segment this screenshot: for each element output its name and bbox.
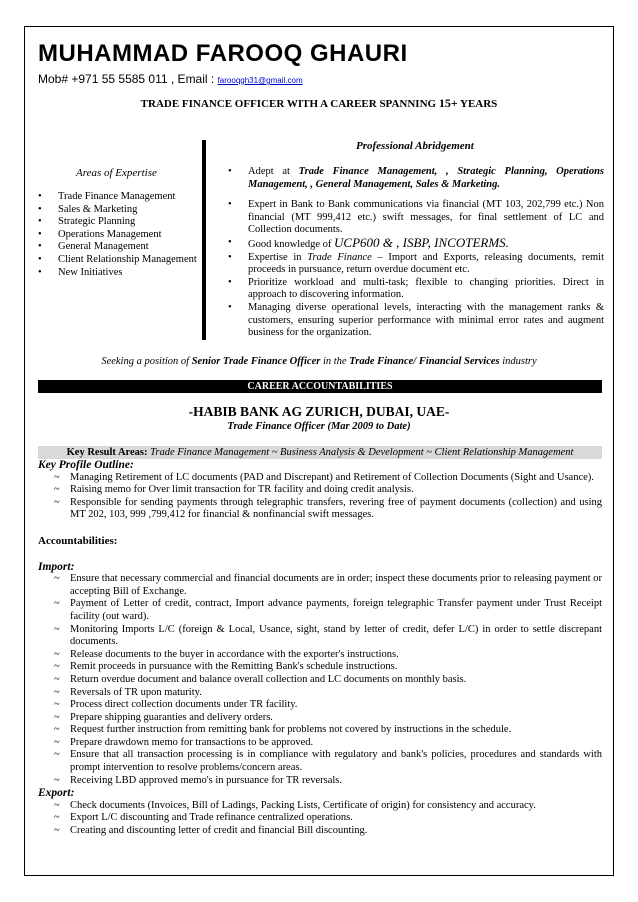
objective-line: Seeking a position of Senior Trade Finance Officer in the Trade Finance/ Financial Services industry	[101, 356, 537, 367]
list-item: ~ Responsible for sending payments through telegraphic transfers, revering free of payment documents (collection) and using MT 202, 103, 999 ,799,412 for financial & nonfinancial swift messages.	[38, 497, 602, 522]
years-count: 15+	[438, 96, 458, 110]
list-item: ~ Creating and discounting letter of credit and financial Bill discounting.	[38, 825, 602, 838]
list-item: ~ Remit proceeds in pursuance with the Remitting Bank's schedule instructions.	[38, 661, 602, 674]
list-item: ~ Export L/C discounting and Trade refinance centralized operations.	[38, 812, 602, 825]
list-item: ~ Receiving LBD approved memo's in pursuance for TR reversals.	[38, 775, 602, 788]
list-item: ~ Monitoring Imports L/C (foreign & Local, Usance, sight, stand by letter of credit, defer L/C) in order to settle discrepant documents.	[38, 624, 602, 649]
abridgement-item: • Managing diverse operational levels, interacting with the management ranks & customers, ensuring superior performance with minimal error rates and augment business for the organization.	[228, 302, 604, 340]
abridgement-item: • Good knowledge of UCP600 & , ISBP, INCOTERMS.	[228, 237, 604, 252]
key-result-areas: Key Result Areas: Trade Finance Management ~ Business Analysis & Development ~ Client Relationship Management	[38, 446, 602, 459]
contact-phone: Mob# +971 55 5585 011 , Email :	[38, 72, 218, 86]
abridgement-item: • Expertise in Trade Finance – Import and Exports, releasing documents, remit proceeds in pursuance, return overdue document etc.	[228, 252, 604, 277]
list-item: ~ Prepare shipping guaranties and delivery orders.	[38, 712, 602, 725]
list-item: ~ Payment of Letter of credit, contract, Import advance payments, foreign telegraphic Transfer payment under Trust Receipt facility (out ward).	[38, 598, 602, 623]
contact-line	[38, 72, 303, 86]
expertise-item: • Strategic Planning	[38, 216, 198, 229]
list-item: ~ Prepare drawdown memo for transactions to be approved.	[38, 737, 602, 750]
expertise-item: • Operations Management	[38, 229, 198, 242]
expertise-item: • New Initiatives	[38, 267, 198, 280]
abridgement-title: Professional Abridgement	[356, 140, 474, 152]
list-item: ~ Request further instruction from remitting bank for problems not covered by instructions in the schedule.	[38, 724, 602, 737]
list-item: ~ Process direct collection documents under TR facility.	[38, 699, 602, 712]
career-details	[38, 459, 602, 838]
expertise-item: • Trade Finance Management	[38, 191, 198, 204]
list-item: ~ Return overdue document and balance overall collection and LC documents on monthly basis.	[38, 674, 602, 687]
accountabilities-title: Accountabilities:	[38, 534, 118, 547]
job-role: Trade Finance Officer (Mar 2009 to Date)	[227, 421, 411, 432]
list-item: ~ Ensure that all transaction processing is in compliance with regulatory and bank's policies, procedures and standards with prompt intervention to resolve problems/concern areas.	[38, 749, 602, 774]
candidate-name: MUHAMMAD FAROOQ GHAURI	[38, 40, 408, 67]
expertise-item: • General Management	[38, 241, 198, 254]
column-divider	[202, 140, 206, 340]
list-item: ~ Release documents to the buyer in accordance with the exporter's instructions.	[38, 649, 602, 662]
expertise-list	[38, 191, 198, 279]
abridgement-item: • Prioritize workload and multi-task; flexible to changing priorities. Direct in approach to discovering information.	[228, 277, 604, 302]
headline: TRADE FINANCE OFFICER WITH A CAREER SPANNING 15+ YEARS	[140, 96, 498, 110]
export-title: Export:	[38, 787, 75, 800]
import-list	[38, 573, 602, 787]
career-section-bar: CAREER ACCOUNTABILITIES	[38, 380, 602, 393]
profile-list	[38, 472, 602, 522]
list-item: ~ Raising memo for Over limit transaction for TR facility and doing credit analysis.	[38, 484, 602, 497]
abridgement-item: • Expert in Bank to Bank communications via financial (MT 103, 202,799 etc.) Non financial (MT 999,412 etc.) swift messages, for final settlement of LC and Collection documents.	[228, 199, 604, 237]
list-item: ~ Managing Retirement of LC documents (PAD and Discrepant) and Retirement of Collection Documents (Sight and Usance).	[38, 472, 602, 485]
list-item: ~ Check documents (Invoices, Bill of Ladings, Packing Lists, Certificate of origin) for consistency and accuracy.	[38, 800, 602, 813]
export-list	[38, 800, 602, 838]
abridgement-list	[228, 166, 604, 340]
abridgement-item: • Adept at Trade Finance Management, , Strategic Planning, Operations Management, , General Management, Sales & Marketing.	[228, 166, 604, 191]
expertise-title: Areas of Expertise	[76, 167, 157, 179]
expertise-item: • Client Relationship Management	[38, 254, 198, 267]
expertise-item: • Sales & Marketing	[38, 204, 198, 217]
list-item: ~ Reversals of TR upon maturity.	[38, 687, 602, 700]
employer-name: -HABIB BANK AG ZURICH, DUBAI, UAE-	[188, 404, 450, 419]
list-item: ~ Ensure that necessary commercial and financial documents are in order; inspect these documents prior to releasing payment or accepting Bill of Exchange.	[38, 573, 602, 598]
email-link[interactable]: farooqgh31@gmail.com	[217, 76, 303, 85]
import-title: Import:	[38, 560, 75, 573]
profile-title: Key Profile Outline:	[38, 459, 134, 471]
